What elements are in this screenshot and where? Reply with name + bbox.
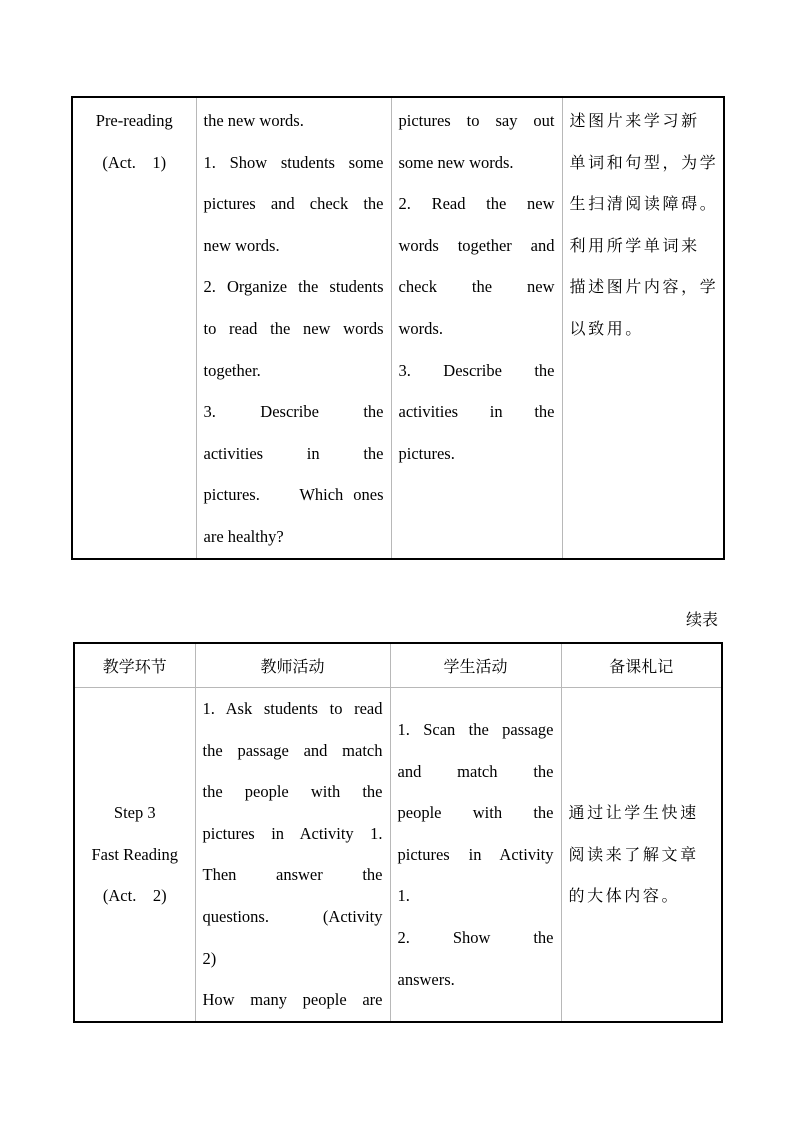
notes-line: 的大体内容。 [568, 886, 681, 906]
student-activity-cell [390, 688, 561, 1022]
lesson-table-part2 [73, 642, 723, 1023]
student-line: pictures in Activity [397, 844, 554, 864]
notes-line: 通过让学生快速 [568, 803, 699, 822]
student-line: words together and [398, 235, 555, 255]
stage-cell [72, 97, 196, 559]
lesson-table-part1 [71, 96, 725, 560]
stage-cell [74, 688, 195, 1022]
header-cell: 学生活动 [390, 643, 561, 688]
teacher-line: the people with the [202, 782, 383, 802]
teacher-line: 1. Ask students to read [202, 699, 383, 718]
header-cell: 教师活动 [195, 643, 390, 688]
teacher-line: 2) [202, 948, 217, 968]
student-line: answers. [397, 969, 455, 989]
student-line: 2. Show the [397, 927, 554, 947]
header-cell: 备课札记 [561, 643, 722, 688]
teacher-activity-cell [196, 97, 391, 559]
student-line: 1. Scan the passage [397, 720, 554, 739]
student-line: check the new [398, 277, 555, 297]
teacher-line: activities in the [203, 443, 384, 463]
teacher-line: pictures in Activity 1. [202, 823, 383, 843]
notes-line: 述图片来学习新 [569, 111, 700, 130]
stage-line: (Act. 1) [102, 152, 167, 172]
notes-line: 单词和句型，为学 [569, 152, 719, 172]
stage-line: (Act. 2) [102, 886, 167, 906]
stage-line: Fast Reading [91, 844, 179, 864]
teacher-line: questions. (Activity [202, 906, 383, 926]
student-line: some new words. [398, 152, 514, 172]
notes-cell [562, 97, 724, 559]
student-line: and match the [397, 761, 554, 781]
student-line: pictures. [398, 443, 455, 463]
teacher-line: new words. [203, 235, 280, 255]
notes-line: 生扫清阅读障碍。 [569, 194, 719, 214]
stage-line: Step 3 [113, 803, 156, 822]
continued-label: 续表 [685, 610, 718, 629]
notes-line: 以致用。 [569, 318, 644, 338]
header-cell: 教学环节 [74, 643, 195, 688]
teacher-line: Then answer the [202, 865, 383, 885]
teacher-line: are healthy? [203, 526, 284, 546]
student-line: 3. Describe the [398, 360, 555, 380]
teacher-line: pictures. Which ones [203, 485, 384, 505]
notes-line: 阅读来了解文章 [568, 844, 699, 864]
student-line: 2. Read the new [398, 194, 555, 214]
student-line: people with the [397, 803, 554, 823]
student-line: pictures to say out [398, 111, 555, 130]
student-activity-cell [391, 97, 562, 559]
teacher-line: together. [203, 360, 261, 380]
notes-line: 描述图片内容，学 [569, 277, 719, 297]
teacher-line: to read the new words [203, 318, 384, 338]
teacher-line: 3. Describe the [203, 402, 384, 422]
teacher-line: 2. Organize the students [203, 277, 384, 297]
teacher-line: the new words. [203, 111, 304, 130]
teacher-line: How many people are [202, 990, 383, 1010]
notes-cell [561, 688, 722, 1022]
student-line: words. [398, 318, 443, 338]
teacher-line: pictures and check the [203, 194, 384, 214]
notes-line: 利用所学单词来 [569, 235, 700, 255]
teacher-line: the passage and match [202, 740, 383, 760]
stage-line: Pre-reading [95, 111, 173, 130]
teacher-line: 1. Show students some [203, 152, 384, 172]
student-line: activities in the [398, 402, 555, 422]
teacher-activity-cell [195, 688, 390, 1022]
header-row [74, 643, 722, 688]
student-line: 1. [397, 886, 410, 906]
